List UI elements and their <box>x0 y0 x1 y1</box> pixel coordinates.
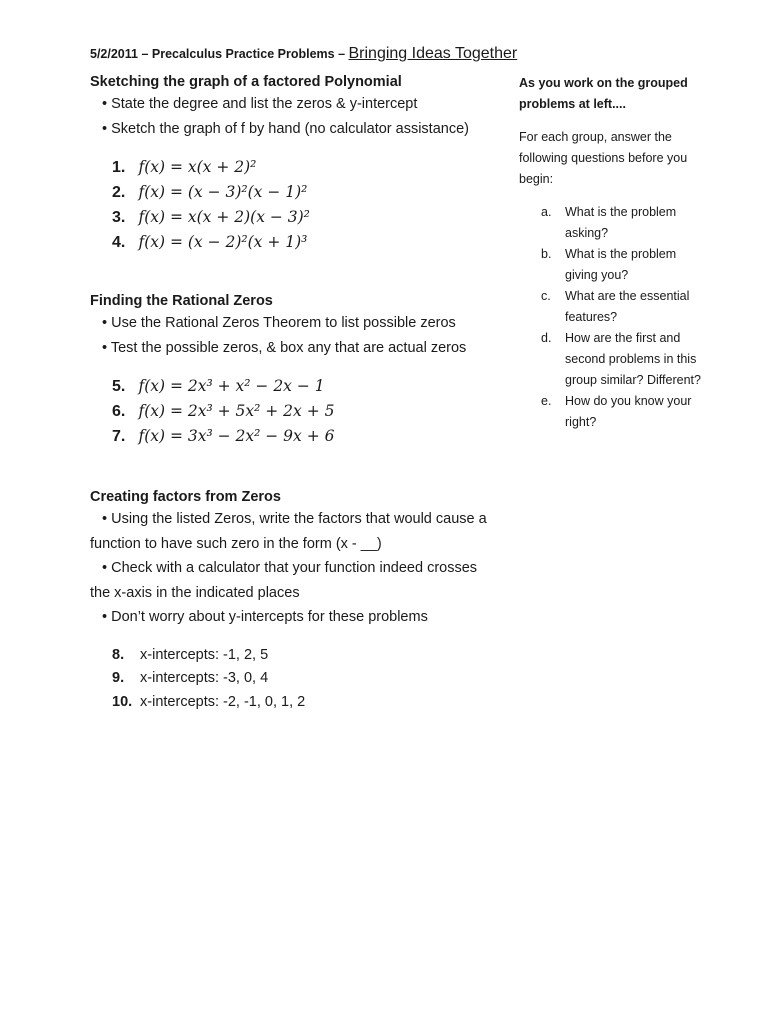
page-header <box>90 45 520 63</box>
question-item: a. What is the problem asking? <box>541 205 677 240</box>
bullet-item: • Sketch the graph of f by hand (no calculator assistance) <box>102 120 469 137</box>
problem-item: 2. f(x) = (x − 3)²(x − 1)² <box>112 183 308 201</box>
section-title: Sketching the graph of a factored Polynomial <box>90 74 402 90</box>
problem-item: 7. f(x) = 3x³ − 2x² − 9x + 6 <box>112 427 335 445</box>
bullet-item: • Using the listed Zeros, write the factors that would cause a function to have such zero in the form (x - __) <box>90 511 487 552</box>
bullet-item: • Use the Rational Zeros Theorem to list possible zeros <box>102 315 456 331</box>
header-prefix: 5/2/2011 – Precalculus Practice Problems – <box>90 47 349 61</box>
section-rational-zeros <box>90 293 490 449</box>
problem-list <box>112 374 490 449</box>
question-list <box>519 202 719 433</box>
section-title: Creating factors from Zeros <box>90 489 281 505</box>
problems-column <box>90 74 490 714</box>
question-item: e. How do you know your right? <box>541 394 692 429</box>
sidebar-instructions: For each group, answer the following questions before you begin: <box>519 130 688 186</box>
question-item: b. What is the problem giving you? <box>541 247 677 282</box>
sidebar-intro: As you work on the grouped problems at left.... <box>519 76 688 111</box>
question-item: d. How are the first and second problems in this group similar? Different? <box>541 331 701 387</box>
bullet-item: • Test the possible zeros, & box any that are actual zeros <box>102 339 467 356</box>
bullet-item: • Don’t worry about y-intercepts for these problems <box>102 609 428 625</box>
guidance-sidebar <box>519 73 719 433</box>
question-item: c. What are the essential features? <box>541 289 690 324</box>
section-factored-polynomial <box>90 74 490 255</box>
problem-item: 4. f(x) = (x − 2)²(x + 1)³ <box>112 233 308 251</box>
problem-list <box>112 155 490 255</box>
bullet-item: • State the degree and list the zeros & y-intercept <box>102 96 418 112</box>
bullet-item: • Check with a calculator that your function indeed crosses the x-axis in the indicated places <box>90 560 478 601</box>
problem-list <box>112 644 490 715</box>
problem-item: 10. x-intercepts: -2, -1, 0, 1, 2 <box>112 693 306 710</box>
problem-item: 1. f(x) = x(x + 2)² <box>112 158 257 176</box>
problem-item: 8. x-intercepts: -1, 2, 5 <box>112 646 269 663</box>
section-title: Finding the Rational Zeros <box>90 293 273 309</box>
problem-item: 5. f(x) = 2x³ + x² − 2x − 1 <box>112 377 325 395</box>
problem-item: 6. f(x) = 2x³ + 5x² + 2x + 5 <box>112 402 335 420</box>
problem-item: 3. f(x) = x(x + 2)(x − 3)² <box>112 208 310 226</box>
header-title: Bringing Ideas Together <box>348 45 518 62</box>
section-factors-from-zeros <box>90 489 490 714</box>
problem-item: 9. x-intercepts: -3, 0, 4 <box>112 670 269 686</box>
